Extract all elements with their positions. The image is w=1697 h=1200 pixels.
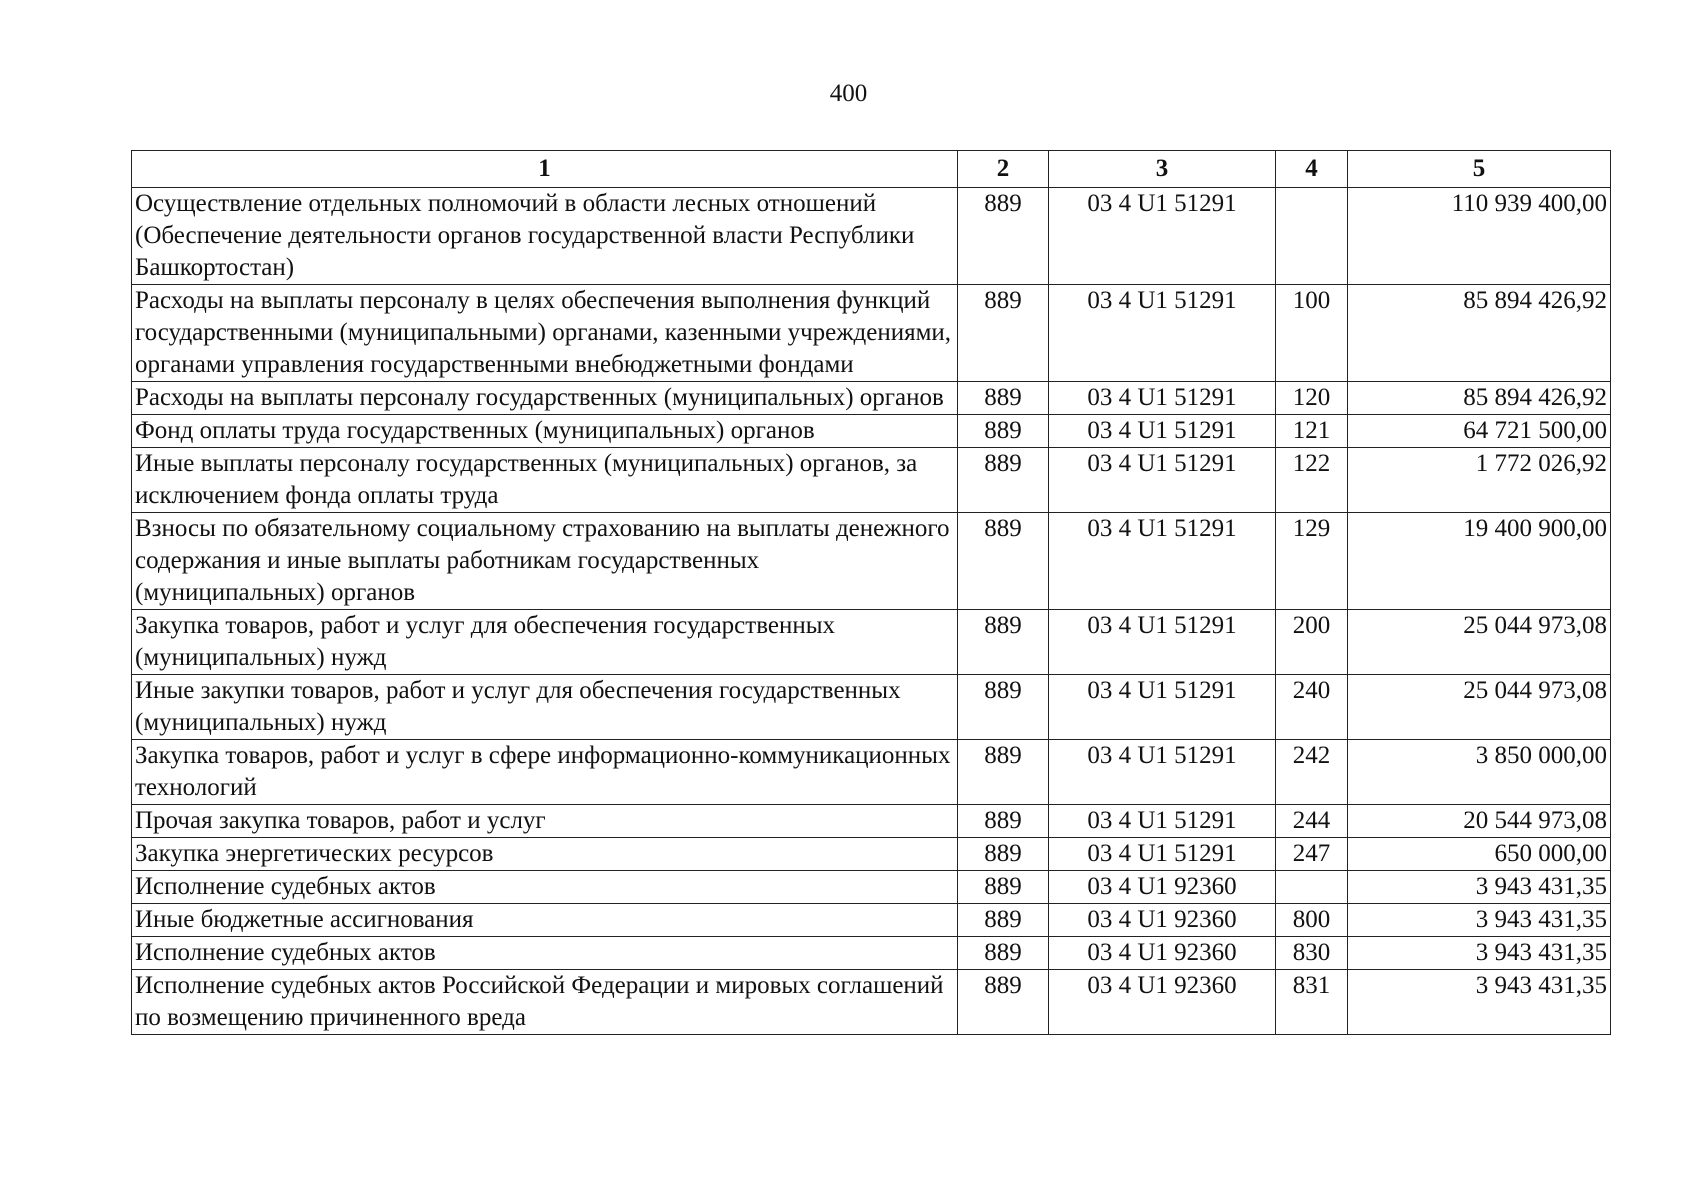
row-amount-cell: 25 044 973,08: [1348, 675, 1611, 740]
row-name-cell: Закупка товаров, работ и услуг в сфере информационно-коммуникационных технологий: [132, 740, 958, 805]
row-target-code-cell: 03 4 U1 92360: [1049, 871, 1276, 904]
row-target-code-cell: 03 4 U1 51291: [1049, 838, 1276, 871]
table-header-row: [132, 151, 1611, 188]
row-admin-code-cell: 889: [958, 970, 1049, 1035]
row-admin-code-cell: 889: [958, 805, 1049, 838]
row-name-cell: Исполнение судебных актов: [132, 871, 958, 904]
row-target-code-cell: 03 4 U1 51291: [1049, 188, 1276, 285]
row-amount-cell: 3 943 431,35: [1348, 904, 1611, 937]
row-name-cell: Закупка энергетических ресурсов: [132, 838, 958, 871]
row-name-cell: Расходы на выплаты персоналу государственных (муниципальных) органов: [132, 382, 958, 415]
row-amount-cell: 110 939 400,00: [1348, 188, 1611, 285]
row-amount-cell: 20 544 973,08: [1348, 805, 1611, 838]
table-row: [132, 904, 1611, 937]
header-col-4: 4: [1276, 151, 1348, 188]
row-amount-cell: 85 894 426,92: [1348, 285, 1611, 382]
table-row: [132, 970, 1611, 1035]
table-row: [132, 675, 1611, 740]
table-row: [132, 838, 1611, 871]
row-admin-code-cell: 889: [958, 513, 1049, 610]
row-target-code-cell: 03 4 U1 51291: [1049, 285, 1276, 382]
row-expense-type-cell: 100: [1276, 285, 1348, 382]
table-row: [132, 871, 1611, 904]
row-admin-code-cell: 889: [958, 448, 1049, 513]
header-col-1: 1: [132, 151, 958, 188]
row-expense-type-cell: 200: [1276, 610, 1348, 675]
row-target-code-cell: 03 4 U1 51291: [1049, 740, 1276, 805]
row-amount-cell: 3 850 000,00: [1348, 740, 1611, 805]
row-expense-type-cell: 247: [1276, 838, 1348, 871]
row-expense-type-cell: 240: [1276, 675, 1348, 740]
row-admin-code-cell: 889: [958, 285, 1049, 382]
table-row: [132, 937, 1611, 970]
table-body: [132, 188, 1611, 1035]
row-amount-cell: 3 943 431,35: [1348, 871, 1611, 904]
row-target-code-cell: 03 4 U1 92360: [1049, 904, 1276, 937]
row-target-code-cell: 03 4 U1 51291: [1049, 415, 1276, 448]
row-expense-type-cell: 122: [1276, 448, 1348, 513]
row-admin-code-cell: 889: [958, 415, 1049, 448]
row-name-cell: Расходы на выплаты персоналу в целях обеспечения выполнения функций государственными (муниципальными) органами, казенными учреждениями, органами управления государственными внебюджетными фондами: [132, 285, 958, 382]
row-expense-type-cell: 800: [1276, 904, 1348, 937]
row-target-code-cell: 03 4 U1 92360: [1049, 970, 1276, 1035]
row-admin-code-cell: 889: [958, 675, 1049, 740]
row-admin-code-cell: 889: [958, 188, 1049, 285]
header-col-3: 3: [1049, 151, 1276, 188]
row-expense-type-cell: 831: [1276, 970, 1348, 1035]
table-row: [132, 382, 1611, 415]
row-admin-code-cell: 889: [958, 382, 1049, 415]
row-target-code-cell: 03 4 U1 92360: [1049, 937, 1276, 970]
row-name-cell: Иные бюджетные ассигнования: [132, 904, 958, 937]
row-expense-type-cell: [1276, 188, 1348, 285]
row-name-cell: Закупка товаров, работ и услуг для обеспечения государственных (муниципальных) нужд: [132, 610, 958, 675]
header-col-5: 5: [1348, 151, 1611, 188]
row-expense-type-cell: 120: [1276, 382, 1348, 415]
row-target-code-cell: 03 4 U1 51291: [1049, 610, 1276, 675]
row-name-cell: Исполнение судебных актов: [132, 937, 958, 970]
table-row: [132, 610, 1611, 675]
budget-table: [131, 150, 1611, 1035]
row-name-cell: Осуществление отдельных полномочий в области лесных отношений (Обеспечение деятельности органов государственной власти Республики Башкортостан): [132, 188, 958, 285]
row-expense-type-cell: [1276, 871, 1348, 904]
row-admin-code-cell: 889: [958, 904, 1049, 937]
row-amount-cell: 64 721 500,00: [1348, 415, 1611, 448]
table-row: [132, 805, 1611, 838]
row-admin-code-cell: 889: [958, 937, 1049, 970]
row-expense-type-cell: 129: [1276, 513, 1348, 610]
row-target-code-cell: 03 4 U1 51291: [1049, 513, 1276, 610]
row-amount-cell: 85 894 426,92: [1348, 382, 1611, 415]
table-row: [132, 188, 1611, 285]
row-expense-type-cell: 121: [1276, 415, 1348, 448]
row-expense-type-cell: 830: [1276, 937, 1348, 970]
row-name-cell: Исполнение судебных актов Российской Федерации и мировых соглашений по возмещению причиненного вреда: [132, 970, 958, 1035]
row-admin-code-cell: 889: [958, 838, 1049, 871]
table-row: [132, 285, 1611, 382]
table-row: [132, 448, 1611, 513]
row-expense-type-cell: 242: [1276, 740, 1348, 805]
row-target-code-cell: 03 4 U1 51291: [1049, 382, 1276, 415]
row-amount-cell: 3 943 431,35: [1348, 970, 1611, 1035]
row-name-cell: Иные выплаты персоналу государственных (муниципальных) органов, за исключением фонда оплаты труда: [132, 448, 958, 513]
row-admin-code-cell: 889: [958, 740, 1049, 805]
row-name-cell: Фонд оплаты труда государственных (муниципальных) органов: [132, 415, 958, 448]
table-row: [132, 415, 1611, 448]
row-target-code-cell: 03 4 U1 51291: [1049, 805, 1276, 838]
row-name-cell: Прочая закупка товаров, работ и услуг: [132, 805, 958, 838]
row-amount-cell: 25 044 973,08: [1348, 610, 1611, 675]
row-target-code-cell: 03 4 U1 51291: [1049, 675, 1276, 740]
row-amount-cell: 19 400 900,00: [1348, 513, 1611, 610]
row-amount-cell: 1 772 026,92: [1348, 448, 1611, 513]
table-row: [132, 740, 1611, 805]
table-row: [132, 513, 1611, 610]
row-name-cell: Иные закупки товаров, работ и услуг для обеспечения государственных (муниципальных) нужд: [132, 675, 958, 740]
row-admin-code-cell: 889: [958, 610, 1049, 675]
row-name-cell: Взносы по обязательному социальному страхованию на выплаты денежного содержания и иные выплаты работникам государственных (муниципальных) органов: [132, 513, 958, 610]
page-number: 400: [829, 80, 868, 107]
header-col-2: 2: [958, 151, 1049, 188]
row-amount-cell: 3 943 431,35: [1348, 937, 1611, 970]
row-admin-code-cell: 889: [958, 871, 1049, 904]
row-amount-cell: 650 000,00: [1348, 838, 1611, 871]
row-expense-type-cell: 244: [1276, 805, 1348, 838]
row-target-code-cell: 03 4 U1 51291: [1049, 448, 1276, 513]
